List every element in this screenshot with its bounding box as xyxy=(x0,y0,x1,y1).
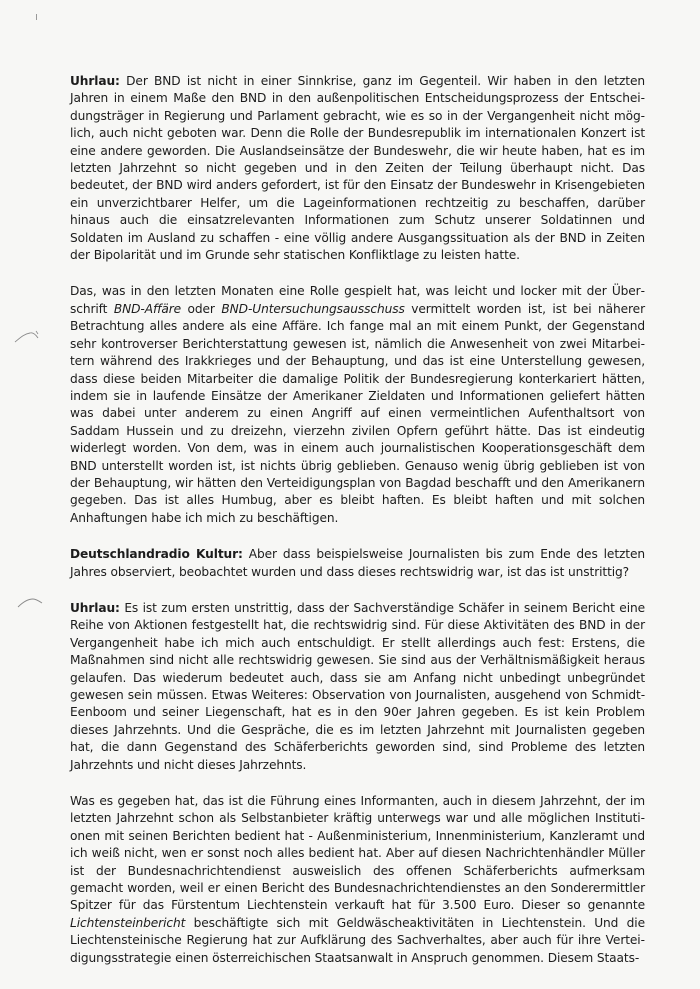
paragraph-text: beschäftigte sich mit Geldwäscheaktivitäten in Liechtenstein. Und die Liechtensteinische Regierung hat zur Aufklärung des Sachverhaltes, aber auch für ihre Verteidigungsstrategie einen österreichischen Staatsanwalt in Anspruch genommen. Diesem Staats- xyxy=(70,915,645,965)
paragraph-text: vermittelt worden ist, ist bei näherer Betrachtung alles andere als eine Affäre. Ich fange mal an mit einem Punkt, der Gegenstand sehr kontroverser Berichterstattung gewesen ist, nämlich die Anwesenheit von zwei Mitarbeitern während des Irakkrieges und der Behauptung, und das ist eine Unterstellung gewesen, dass diese beiden Mitarbeiter die damalige Politik der Bundesregierung konterkariert hätten, indem sie in laufende Einsätze der Amerikaner Zieldaten und Informationen geliefert hätten was dabei unter anderem zu einen Angriff auf einen vermeintlichen Aufenthaltsort von Saddam Hussein und zu dreizehn, vierzehn zivilen Opfern geführt hätte. Das ist eindeutig widerlegt worden. Von dem, was in einem auch journalistischen Kooperationsgeschäft dem BND unterstellt worden ist, ist nichts übrig geblieben. Genauso wenig übrig geblieben ist von der Behauptung, wir hätten den Verteidigungsplan von Bagdad beschafft und den Amerikanern gegeben. Das ist alles Humbug, aber es bleibt haften. Es bleibt haften und mit solchen Anhaftungen habe ich mich zu beschäftigen. xyxy=(70,301,645,525)
speaker-label: Uhrlau: xyxy=(70,600,120,615)
paragraph-text: Das, was in den letzten Monaten eine Rolle gespielt hat, was leicht und locker mit der Überschrift xyxy=(70,284,645,316)
paragraph xyxy=(70,793,645,967)
paragraph xyxy=(70,600,645,774)
paragraph xyxy=(70,283,645,527)
italic-term: BND-Untersuchungsausschuss xyxy=(221,301,405,316)
corner-tick-mark xyxy=(36,14,39,20)
paragraph-text: Aber dass beispielsweise Journalisten bis zum Ende des letzten Jahres observiert, beobachtet wurden und dass dieses rechtswidrig war, ist das ist unstrittig? xyxy=(70,547,645,579)
transcript-body xyxy=(70,73,645,986)
italic-term: Lichtensteinbericht xyxy=(70,915,186,930)
italic-term: BND-Affäre xyxy=(113,301,182,316)
paragraph xyxy=(70,73,645,264)
speaker-label: Deutschlandradio Kultur: xyxy=(70,547,243,562)
paragraph-text: Was es gegeben hat, das ist die Führung eines Informanten, auch in diesem Jahrzehnt, der im letzten Jahrzehnt schon als Selbstanbieter kräftig unterwegs war und alle möglichen Institutionen mit seinen Berichten bedient hat - Außenministerium, Innenministerium, Kanzleramt und ich weiß nicht, wen er sonst noch alles bedient hat. Aber auf diesen Nachrichtenhändler Müller ist der Bundesnachrichtendienst ausweislich des offenen Schäferberichts aufmerksam gemacht worden, weil er einen Bericht des Bundesnachrichtendienstes an den Sonderermittler Spitzer für das Fürstentum Liechtenstein verkauft hat für 3.500 Euro. Dieser so genannte xyxy=(70,794,645,913)
speaker-label: Uhrlau: xyxy=(70,74,120,88)
paragraph xyxy=(70,546,645,581)
paragraph-text: Der BND ist nicht in einer Sinnkrise, ganz im Gegenteil. Wir haben in den letzten Jahren in einem Maße den BND in den außenpolitischen Entscheidungsprozess der Entscheidungsträger in Regierung und Parlament gebracht, wie es so in der Vergangenheit nicht möglich, auch nicht geboten war. Denn die Rolle der Bundesrepublik im internationalen Konzert ist eine andere geworden. Die Auslandseinsätze der Bundeswehr, die wir heute haben, hat es im letzten Jahrzehnt so nicht gegeben und in den Zeiten der Teilung überhaupt nicht. Das bedeutet, der BND wird anders gefordert, ist für den Einsatz der Bundeswehr in Krisengebieten ein unverzichtbarer Helfer, um die Lageinformationen rechtzeitig zu beschaffen, darüber hinaus auch die einsatzrelevanten Informationen zum Schutz unserer Soldatinnen und Soldaten im Ausland zu schaffen - eine völlig andere Ausgangssituation als der BND in Zeiten der Bipolarität und im Grunde sehr statischen Konfliktlage zu leisten hatte. xyxy=(70,74,645,263)
margin-pen-mark xyxy=(17,596,43,610)
margin-pen-mark xyxy=(14,330,40,344)
paragraph-text: oder xyxy=(181,301,222,316)
paragraph-text: Es ist zum ersten unstrittig, dass der Sachverständige Schäfer in seinem Bericht eine Reihe von Aktionen festgestellt hat, die rechtswidrig sind. Für diese Aktivitäten des BND in der Vergangenheit habe ich mich auch entschuldigt. Er stellt allerdings auch fest: Erstens, die Maßnahmen sind nicht alle rechtswidrig gewesen. Sie sind aus der Verhältnismäßigkeit heraus gelaufen. Das wiederum bedeutet auch, dass sie am Anfang nicht unbedingt unbegründet gewesen sein müssen. Etwas Weiteres: Observation von Journalisten, ausgehend von Schmidt-Eenboom und seiner Liegenschaft, hat es in den 90er Jahren gegeben. Es ist kein Problem dieses Jahrzehnts. Und die Gespräche, die es im letzten Jahrzehnt mit Journalisten gegeben hat, die dann Gegenstand des Schäferberichts geworden sind, sind Probleme des letzten Jahrzehnts und nicht dieses Jahrzehnts. xyxy=(70,600,646,772)
